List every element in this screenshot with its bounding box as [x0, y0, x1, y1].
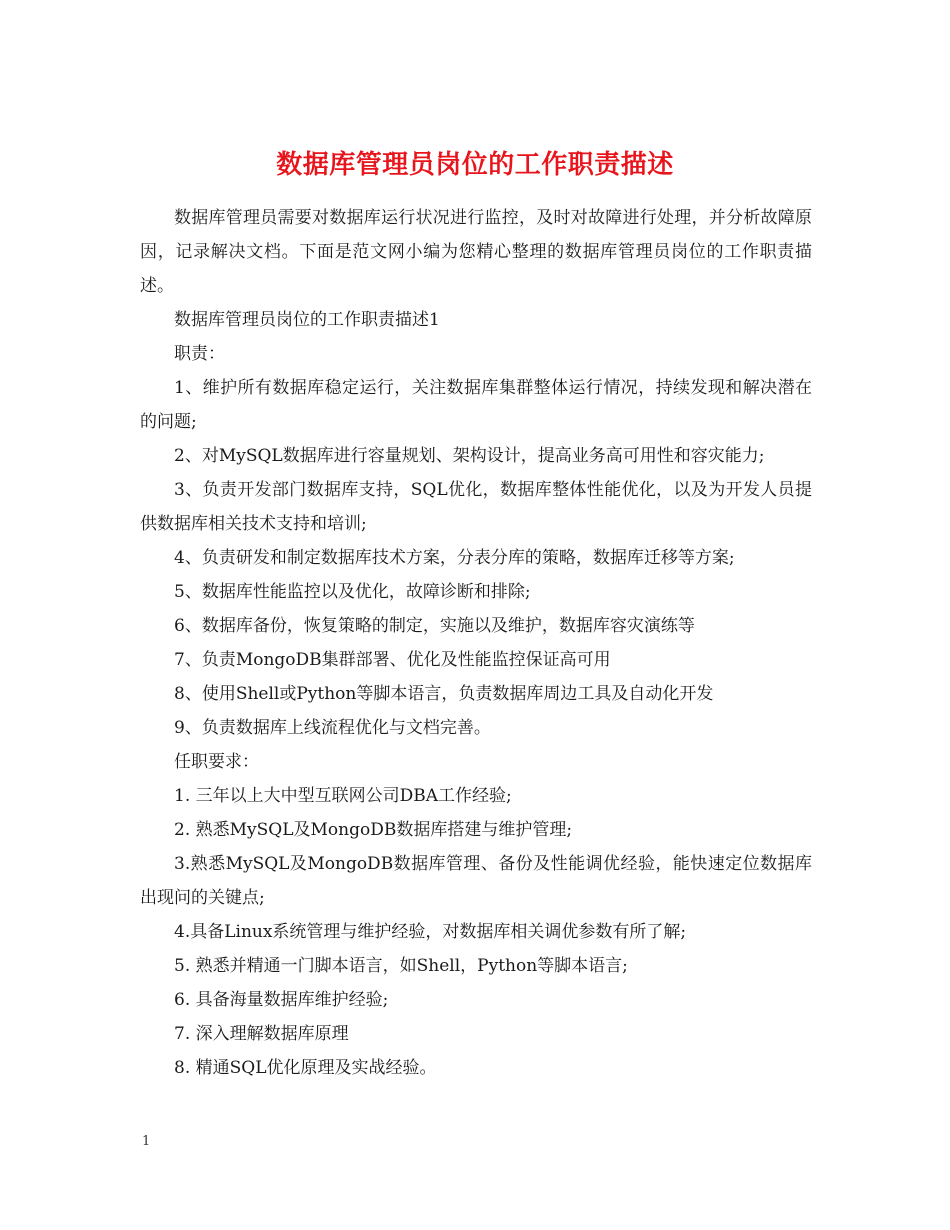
requirement-item: 8. 精通SQL优化原理及实战经验。: [174, 1058, 437, 1078]
requirement-item: 5. 熟悉并精通一门脚本语言，如Shell，Python等脚本语言;: [174, 956, 628, 976]
document-body: [140, 201, 812, 1085]
responsibilities-heading: 职责：: [174, 344, 225, 364]
responsibility-item: 3、负责开发部门数据库支持，SQL优化，数据库整体性能优化，以及为开发人员提供数据库相关技术支持和培训;: [140, 480, 812, 534]
responsibility-item: 6、数据库备份，恢复策略的制定，实施以及维护，数据库容灾演练等: [174, 616, 695, 636]
paragraph-intro: 数据库管理员需要对数据库运行状况进行监控，及时对故障进行处理，并分析故障原因，记录解决文档。下面是范文网小编为您精心整理的数据库管理员岗位的工作职责描述。: [140, 208, 812, 296]
requirement-item: 4.具备Linux系统管理与维护经验，对数据库相关调优参数有所了解;: [174, 922, 687, 942]
requirements-heading: 任职要求：: [174, 752, 259, 772]
requirement-item: 1. 三年以上大中型互联网公司DBA工作经验;: [174, 786, 512, 806]
requirement-item: 2. 熟悉MySQL及MongoDB数据库搭建与维护管理;: [174, 820, 573, 840]
responsibility-item: 7、负责MongoDB集群部署、优化及性能监控保证高可用: [174, 650, 611, 670]
responsibility-item: 1、维护所有数据库稳定运行，关注数据库集群整体运行情况，持续发现和解决潜在的问题;: [140, 378, 812, 432]
responsibility-item: 4、负责研发和制定数据库技术方案，分表分库的策略，数据库迁移等方案;: [174, 548, 735, 568]
responsibility-item: 5、数据库性能监控以及优化，故障诊断和排除;: [174, 582, 531, 602]
section-heading: 数据库管理员岗位的工作职责描述1: [174, 310, 440, 330]
responsibility-item: 2、对MySQL数据库进行容量规划、架构设计，提高业务高可用性和容灾能力;: [174, 446, 765, 466]
responsibility-item: 9、负责数据库上线流程优化与文档完善。: [174, 718, 491, 738]
page-number: 1: [142, 1134, 151, 1149]
page-title: 数据库管理员岗位的工作职责描述: [276, 150, 674, 181]
requirement-item: 3.熟悉MySQL及MongoDB数据库管理、备份及性能调优经验，能快速定位数据库出现问的关键点;: [140, 854, 812, 908]
requirement-item: 6. 具备海量数据库维护经验;: [174, 990, 389, 1010]
requirement-item: 7. 深入理解数据库原理: [174, 1024, 349, 1044]
responsibility-item: 8、使用Shell或Python等脚本语言，负责数据库周边工具及自动化开发: [174, 684, 714, 704]
